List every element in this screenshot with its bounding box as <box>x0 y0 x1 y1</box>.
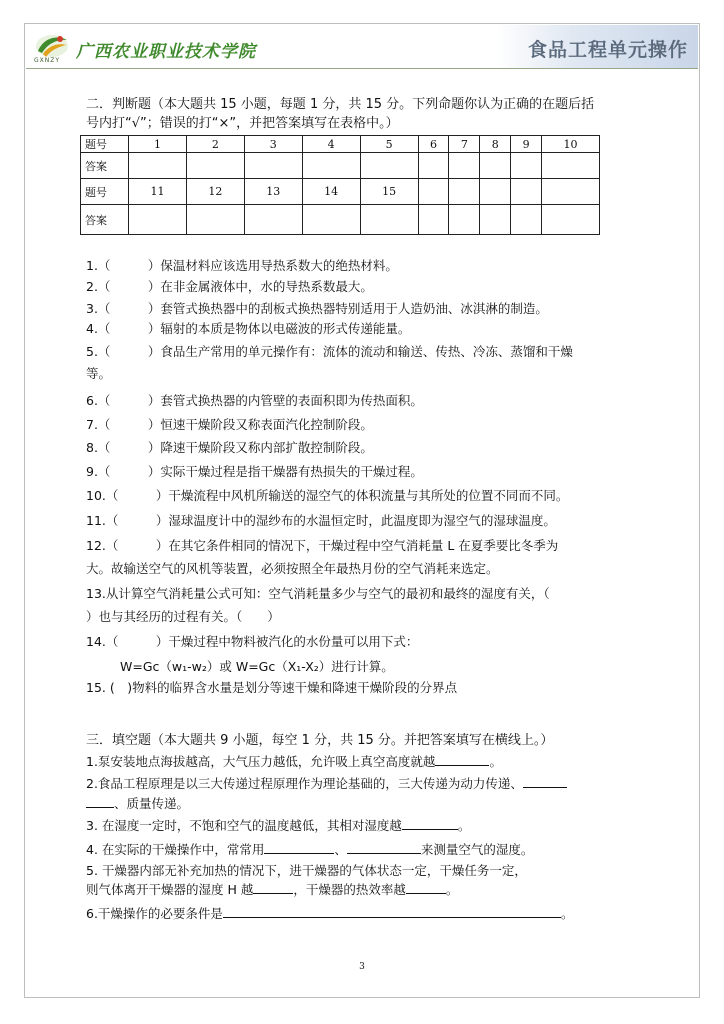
fill-question-4-sep: 、 <box>334 842 347 857</box>
fill-question-6-end: 。 <box>560 906 574 921</box>
question-number-cell: 15 <box>360 179 418 205</box>
school-abbr: GXNZY <box>34 57 61 64</box>
fill-question-4-text: 4. 在实际的干燥操作中，常常用 <box>86 842 265 857</box>
tf-question-7: 7.（ ）恒速干燥阶段又称表面汽化控制阶段。 <box>86 417 373 432</box>
answer-cell[interactable] <box>542 205 600 235</box>
question-number-cell: 12 <box>186 179 244 205</box>
question-number-cell <box>418 179 449 205</box>
row-label: 答案 <box>81 153 129 179</box>
school-name: 广西农业职业技术学院 <box>76 42 256 62</box>
section2-heading-line2: 号内打“√”；错误的打“×”，并把答案填写在表格中。） <box>86 116 399 131</box>
fill-question-1 <box>86 751 644 772</box>
answer-blank[interactable] <box>523 774 567 788</box>
fill-question-5-text-b: ，干燥器的热效率越 <box>293 882 406 897</box>
tf-question-4: 4.（ ）辐射的本质是物体以电磁波的形式传递能量。 <box>86 321 411 336</box>
tf-question-8: 8.（ ）降速干燥阶段又称内部扩散控制阶段。 <box>86 440 373 455</box>
tf-question-10: 10.（ ）干燥流程中风机所输送的湿空气的体积流量与其所处的位置不同而不同。 <box>86 488 569 503</box>
tf-question-14: 14.（ ）干燥过程中物料被汽化的水份量可以用下式： <box>86 634 419 649</box>
row-label: 答案 <box>81 205 129 235</box>
answer-blank[interactable] <box>264 840 334 854</box>
answer-cell[interactable] <box>360 153 418 179</box>
page-number: 3 <box>359 962 365 972</box>
table-row <box>81 205 600 235</box>
question-number-cell <box>449 179 480 205</box>
answer-cell[interactable] <box>244 205 302 235</box>
answer-cell[interactable] <box>480 153 511 179</box>
question-number-cell: 6 <box>418 136 449 153</box>
answer-blank[interactable] <box>223 904 561 918</box>
question-number-cell: 4 <box>302 136 360 153</box>
row-label: 题号 <box>81 136 129 153</box>
tf-question-13-cont: ）也与其经历的过程有关。（ ） <box>86 609 280 624</box>
fill-question-5-text-c: 。 <box>445 882 459 897</box>
answer-cell[interactable] <box>129 153 187 179</box>
page-header <box>26 25 698 69</box>
row-label: 题号 <box>81 179 129 205</box>
answer-blank[interactable] <box>86 794 114 808</box>
fill-question-1-end: 。 <box>489 754 502 769</box>
fill-question-3-text: 3. 在湿度一定时，不饱和空气的温度越低，其相对湿度越 <box>86 818 402 833</box>
answer-cell[interactable] <box>511 153 542 179</box>
answer-cell[interactable] <box>186 205 244 235</box>
tf-question-1: 1.（ ）保温材料应该选用导热系数大的绝热材料。 <box>86 258 398 273</box>
answer-cell[interactable] <box>360 205 418 235</box>
answer-cell[interactable] <box>480 205 511 235</box>
tf-question-14-formula: W=Gc（w₁-w₂）或 W=Gc（X₁-X₂）进行计算。 <box>120 659 394 674</box>
fill-question-6-text: 6.干燥操作的必要条件是 <box>86 906 223 921</box>
tf-question-3: 3.（ ）套管式换热器中的刮板式换热器特别适用于人造奶油、冰淇淋的制造。 <box>86 301 548 316</box>
answer-table <box>80 135 600 235</box>
answer-cell[interactable] <box>302 153 360 179</box>
section2-heading-line1: 二．判断题（本大题共 15 小题，每题 1 分，共 15 分。下列命题你认为正确的在题后括 <box>86 97 595 112</box>
tf-question-12-cont: 大。故输送空气的风机等装置，必须按照全年最热月份的空气消耗来选定。 <box>86 561 499 576</box>
fill-question-4 <box>86 839 644 860</box>
table-row <box>81 136 600 153</box>
question-number-cell: 2 <box>186 136 244 153</box>
question-number-cell: 11 <box>129 179 187 205</box>
fill-question-5-cont <box>86 879 644 900</box>
table-row <box>81 179 600 205</box>
answer-cell[interactable] <box>542 153 600 179</box>
course-title: 食品工程单元操作 <box>527 39 688 61</box>
question-number-cell <box>480 179 511 205</box>
course-banner <box>496 25 698 68</box>
fill-question-4-end: 来测量空气的湿度。 <box>420 842 534 857</box>
answer-blank[interactable] <box>402 816 458 830</box>
section3-heading: 三．填空题（本大题共 9 小题，每空 1 分，共 15 分。并把答案填写在横线上。） <box>86 733 554 748</box>
answer-cell[interactable] <box>418 205 449 235</box>
answer-cell[interactable] <box>418 153 449 179</box>
tf-question-2: 2.（ ）在非金属液体中，水的导热系数最大。 <box>86 279 373 294</box>
question-number-cell: 5 <box>360 136 418 153</box>
tf-question-5-cont: 等。 <box>86 366 112 381</box>
fill-question-2-cont <box>86 793 644 814</box>
answer-blank[interactable] <box>406 880 446 894</box>
tf-question-15: 15. ( )物料的临界含水量是划分等速干燥和降速干燥阶段的分界点 <box>86 680 458 695</box>
fill-question-2-end: 、质量传递。 <box>114 796 190 811</box>
table-row <box>81 153 600 179</box>
tf-question-12: 12.（ ）在其它条件相同的情况下，干燥过程中空气消耗量 L 在夏季要比冬季为 <box>86 538 559 553</box>
answer-cell[interactable] <box>449 153 480 179</box>
question-number-cell: 1 <box>129 136 187 153</box>
answer-blank[interactable] <box>347 840 421 854</box>
answer-cell[interactable] <box>511 205 542 235</box>
answer-blank[interactable] <box>435 752 489 766</box>
question-number-cell <box>511 179 542 205</box>
tf-question-13: 13.从计算空气消耗量公式可知：空气消耗量多少与空气的最初和最终的湿度有关，（ <box>86 586 550 601</box>
question-number-cell <box>542 179 600 205</box>
fill-question-2 <box>86 773 644 794</box>
section2-heading <box>86 95 646 133</box>
answer-cell[interactable] <box>186 153 244 179</box>
question-number-cell: 8 <box>480 136 511 153</box>
fill-question-2-text: 2.食品工程原理是以三大传递过程原理作为理论基础的，三大传递为动力传递、 <box>86 776 523 791</box>
tf-question-5: 5.（ ）食品生产常用的单元操作有：流体的流动和输送、传热、冷冻、蒸馏和干燥 <box>86 344 573 359</box>
answer-cell[interactable] <box>449 205 480 235</box>
answer-cell[interactable] <box>244 153 302 179</box>
question-number-cell: 10 <box>542 136 600 153</box>
question-number-cell: 7 <box>449 136 480 153</box>
fill-question-5: 5. 干燥器内部无补充加热的情况下，进干燥器的气体状态一定，干燥任务一定， <box>86 863 527 878</box>
tf-question-11: 11.（ ）湿球温度计中的湿纱布的水温恒定时，此温度即为湿空气的湿球温度。 <box>86 513 556 528</box>
answer-cell[interactable] <box>302 205 360 235</box>
answer-cell[interactable] <box>129 205 187 235</box>
answer-blank[interactable] <box>253 880 293 894</box>
question-number-cell: 13 <box>244 179 302 205</box>
tf-question-9: 9.（ ）实际干燥过程是指干燥器有热损失的干燥过程。 <box>86 464 423 479</box>
tf-question-6: 6.（ ）套管式换热器的内管壁的表面积即为传热面积。 <box>86 393 423 408</box>
fill-question-3 <box>86 815 644 836</box>
question-number-cell: 3 <box>244 136 302 153</box>
question-number-cell: 14 <box>302 179 360 205</box>
fill-question-3-end: 。 <box>457 818 471 833</box>
fill-question-6 <box>86 903 644 924</box>
question-number-cell: 9 <box>511 136 542 153</box>
fill-question-1-text: 1.泵安装地点海拔越高，大气压力越低，允许吸上真空高度就越 <box>86 754 436 769</box>
fill-question-5-text-a: 则气体离开干燥器的湿度 H 越 <box>86 882 254 897</box>
